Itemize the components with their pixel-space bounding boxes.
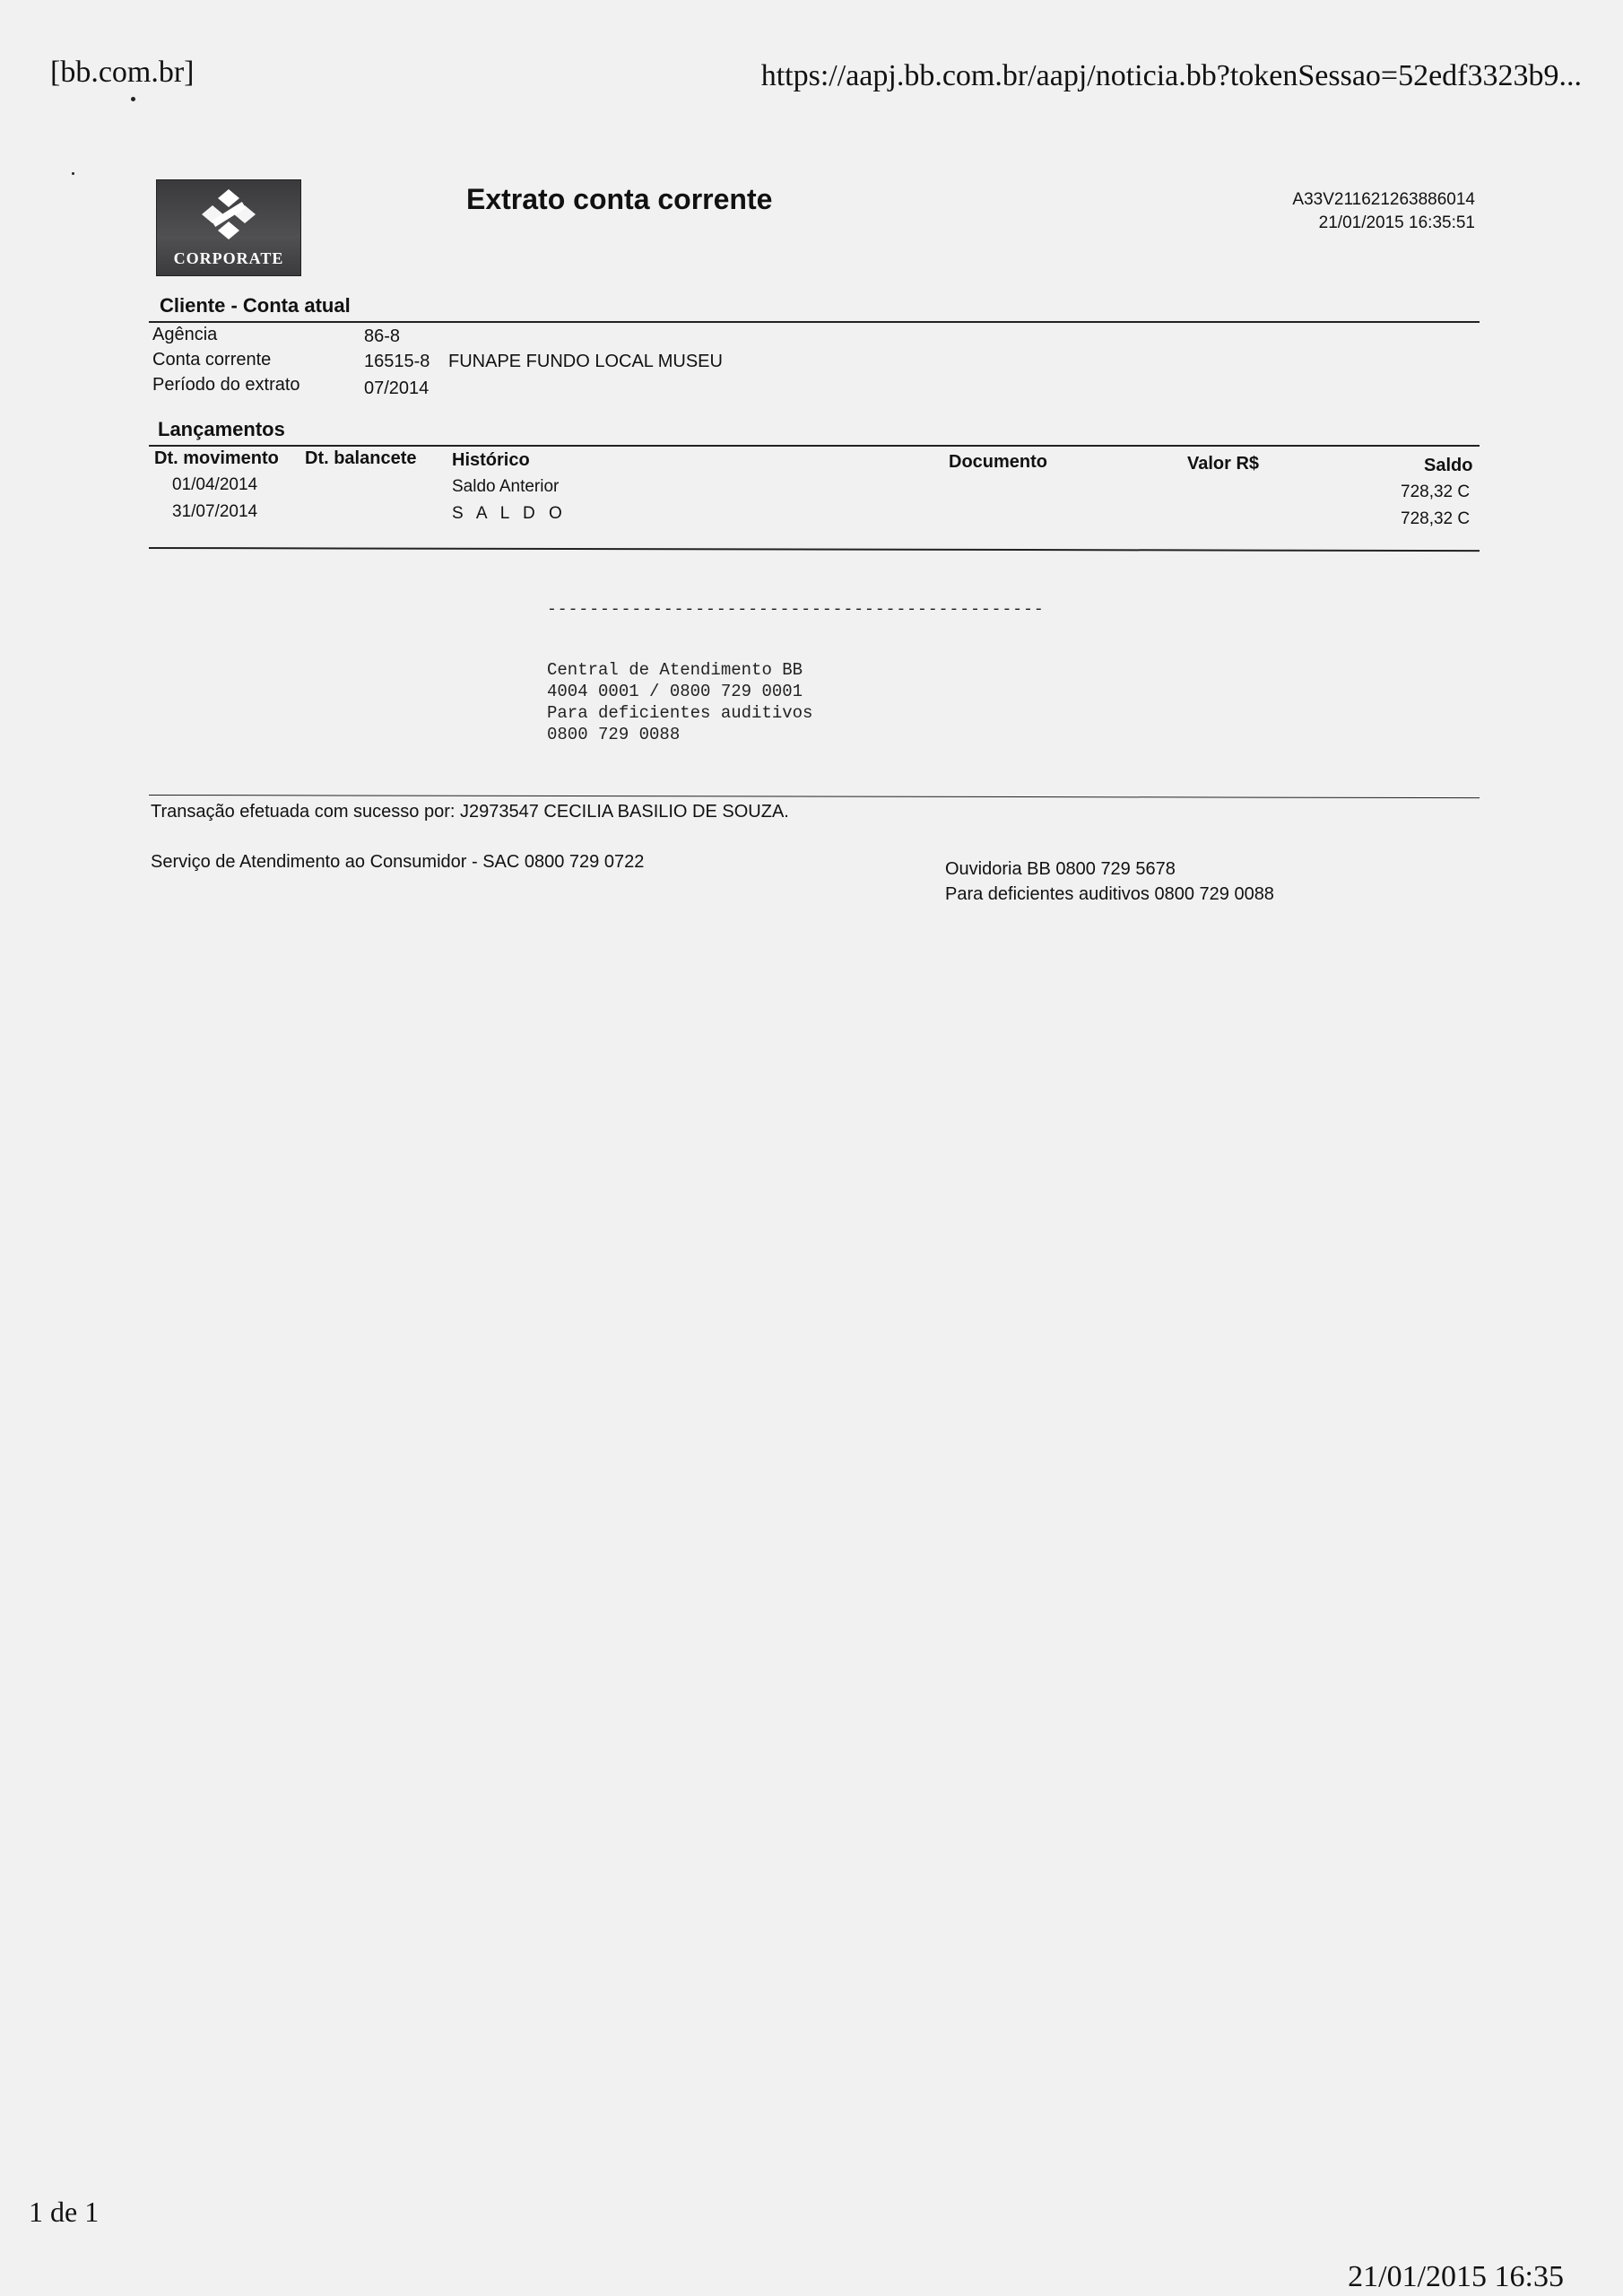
row-historico: S A L D O: [452, 504, 567, 523]
row-saldo: 728,32 C: [1401, 509, 1471, 528]
column-header-valor: Valor R$: [1187, 454, 1260, 474]
service-line: Central de Atendimento BB: [547, 660, 803, 680]
transaction-status: Transação efetuada com sucesso por: J2973547 CECILIA BASILIO DE SOUZA.: [151, 802, 789, 822]
service-line: 0800 729 0088: [547, 725, 681, 744]
client-section-title: Cliente - Conta atual: [160, 294, 351, 317]
row-dt-movimento: 01/04/2014: [172, 475, 258, 494]
column-header-historico: Histórico: [452, 450, 530, 470]
column-header-dt-movimento: Dt. movimento: [154, 448, 279, 468]
service-line: Para deficientes auditivos: [547, 703, 813, 723]
column-header-documento: Documento: [949, 452, 1047, 472]
logo-text: CORPORATE: [173, 249, 284, 267]
period-value: 07/2014: [364, 378, 430, 398]
row-dt-movimento: 31/07/2014: [172, 502, 258, 521]
banco-do-brasil-logo-icon: [198, 187, 259, 241]
account-label: Conta corrente: [152, 350, 272, 370]
scan-speck: [72, 172, 74, 175]
ouvidoria-contact: Ouvidoria BB 0800 729 5678: [945, 859, 1176, 879]
dashed-separator: -----------------------------------------------: [547, 601, 1045, 619]
service-line: 4004 0001 / 0800 729 0001: [547, 682, 803, 701]
section-divider: [149, 321, 1480, 323]
agency-label: Agência: [152, 325, 218, 344]
page-count: 1 de 1: [29, 2196, 100, 2228]
period-label: Período do extrato: [152, 375, 300, 395]
column-header-dt-balancete: Dt. balancete: [305, 448, 417, 468]
row-saldo: 728,32 C: [1401, 483, 1471, 501]
bank-logo: [156, 179, 301, 276]
column-header-saldo: Saldo: [1424, 456, 1473, 475]
section-divider: [149, 445, 1480, 447]
entries-section-title: Lançamentos: [158, 418, 285, 440]
sac-contact: Serviço de Atendimento ao Consumidor - SAC 0800 729 0722: [151, 852, 645, 872]
account-value: 16515-8: [364, 352, 430, 371]
scan-speck: [131, 97, 135, 101]
browser-site-label: [bb.com.br]: [50, 56, 195, 89]
print-datetime: 21/01/2015 16:35: [1348, 2260, 1564, 2293]
document-title: Extrato conta corrente: [466, 183, 773, 215]
ouvidoria-deaf-contact: Para deficientes auditivos 0800 729 0088: [945, 884, 1274, 904]
table-bottom-rule: [149, 547, 1480, 552]
footer-rule: [149, 795, 1480, 798]
row-historico: Saldo Anterior: [452, 477, 560, 496]
document-datetime: 21/01/2015 16:35:51: [1318, 213, 1475, 232]
document-code: A33V211621263886014: [1292, 190, 1475, 209]
browser-url[interactable]: https://aapj.bb.com.br/aapj/noticia.bb?tokenSessao=52edf3323b9...: [760, 59, 1582, 92]
account-holder: FUNAPE FUNDO LOCAL MUSEU: [448, 352, 723, 371]
agency-value: 86-8: [364, 326, 401, 346]
